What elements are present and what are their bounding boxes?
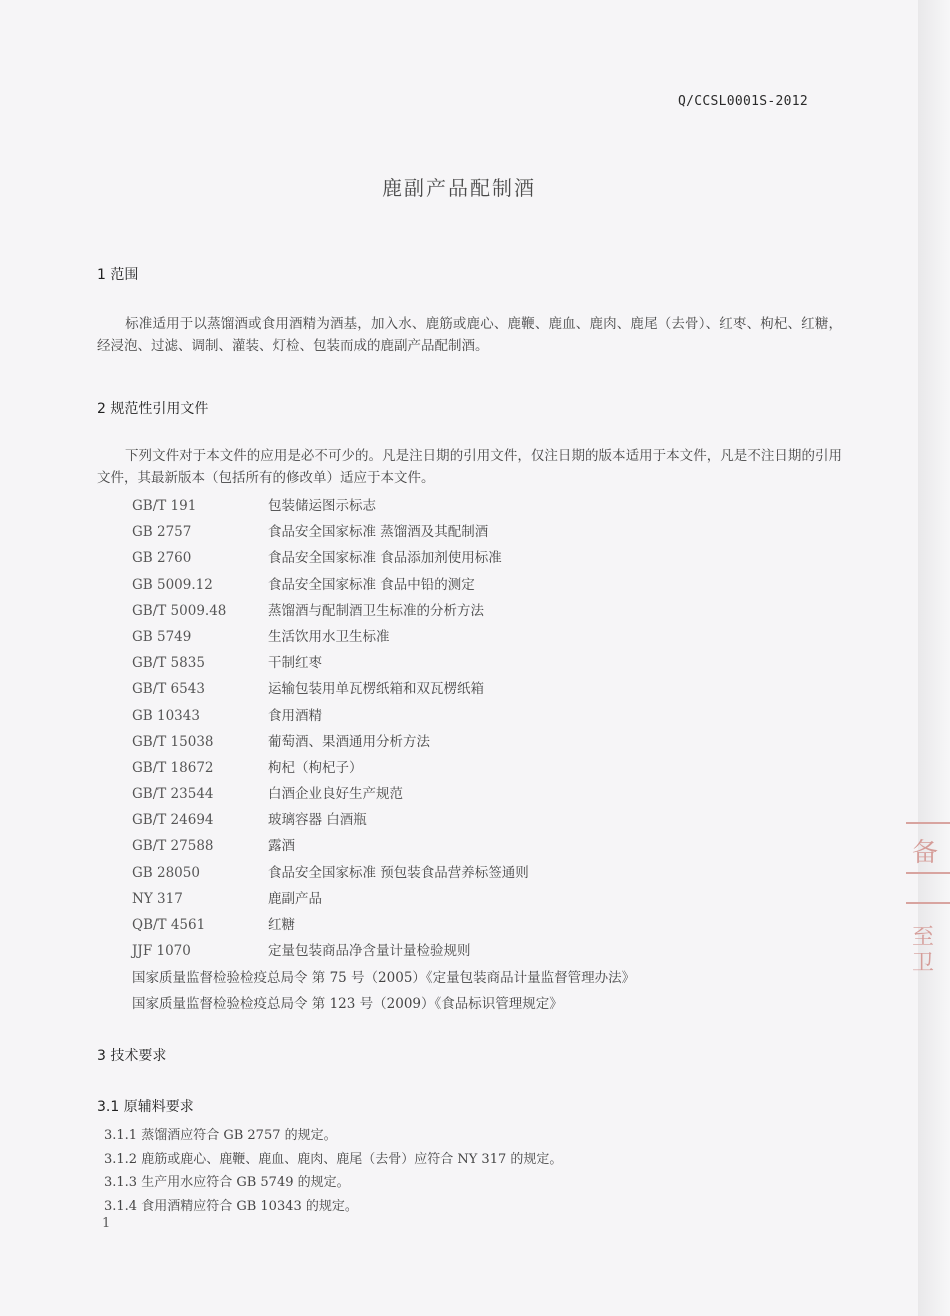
reference-code: GB/T 23544: [132, 786, 214, 803]
reference-name: 食品安全国家标准 食品中铅的测定: [268, 576, 475, 593]
requirement-item: 3.1.2 鹿筋或鹿心、鹿鞭、鹿血、鹿肉、鹿尾（去骨）应符合 NY 317 的规定。: [104, 1151, 563, 1167]
reference-code: GB/T 27588: [132, 838, 214, 855]
reference-code: GB/T 191: [132, 498, 197, 514]
requirement-item: 3.1.1 蒸馏酒应符合 GB 2757 的规定。: [104, 1128, 337, 1143]
document-code: Q/CCSL0001S-2012: [677, 94, 808, 109]
stamp-char: 卫: [912, 951, 935, 976]
reference-code: GB/T 5009.48: [132, 602, 227, 619]
reference-name: 运输包装用单瓦楞纸箱和双瓦楞纸箱: [268, 681, 484, 698]
section-1-body: [97, 313, 842, 357]
reference-name: 鹿副产品: [268, 890, 322, 907]
reference-row: [132, 861, 832, 887]
red-seal-stamp-fragment: [906, 822, 950, 982]
reference-row: [132, 704, 832, 730]
reference-row: [132, 913, 832, 939]
reference-code: GB/T 5835: [132, 655, 205, 672]
reference-row: [132, 677, 832, 703]
reference-name: 包装储运图示标志: [268, 498, 376, 514]
stamp-char: 备: [912, 838, 939, 868]
reference-code: GB 2760: [132, 550, 192, 567]
reference-row: [132, 546, 832, 572]
reference-code: GB 2757: [132, 524, 192, 541]
section-3-heading: 3 技术要求: [97, 1048, 167, 1064]
reference-list: [132, 494, 832, 1017]
reference-code: QB/T 4561: [132, 917, 206, 933]
reference-name: 露酒: [268, 838, 295, 855]
reference-name: 蒸馏酒与配制酒卫生标准的分析方法: [268, 602, 484, 619]
reference-row: [132, 520, 832, 546]
reference-name: 枸杞（枸杞子）: [268, 759, 363, 776]
reference-name: 食品安全国家标准 预包装食品营养标签通则: [268, 864, 529, 881]
reference-code: JJF 1070: [132, 943, 191, 960]
reference-name: 葡萄酒、果酒通用分析方法: [268, 733, 430, 750]
reference-name: 定量包装商品净含量计量检验规则: [268, 943, 471, 960]
reference-name: 白酒企业良好生产规范: [268, 786, 403, 803]
page-number: 1: [102, 1216, 111, 1231]
reference-row: [132, 599, 832, 625]
reference-name: 干制红枣: [268, 655, 322, 672]
reference-row: [132, 808, 832, 834]
reference-code: GB/T 6543: [132, 681, 205, 698]
section-2-intro-text: 下列文件对于本文件的应用是必不可少的。凡是注日期的引用文件，仅注日期的版本适用于本文件，凡是不注日期的引用文件，其最新版本（包括所有的修改单）适应于本文件。: [97, 448, 842, 486]
reference-code: GB 5009.12: [132, 576, 213, 593]
reference-code: GB/T 15038: [132, 733, 214, 750]
section-2-intro: [97, 445, 842, 489]
reference-code: GB/T 24694: [132, 812, 214, 829]
reference-code: NY 317: [132, 890, 183, 907]
document-title: 鹿副产品配制酒: [382, 176, 536, 200]
requirement-item: 3.1.3 生产用水应符合 GB 5749 的规定。: [104, 1175, 350, 1190]
requirement-item: 3.1.4 食用酒精应符合 GB 10343 的规定。: [104, 1198, 358, 1214]
reference-row: [132, 782, 832, 808]
decree-reference: 国家质量监督检验检疫总局令 第 123 号（2009）《食品标识管理规定》: [132, 996, 563, 1013]
reference-name: 玻璃容器 白酒瓶: [268, 812, 367, 829]
reference-code: GB 10343: [132, 707, 200, 724]
reference-name: 食品安全国家标准 蒸馏酒及其配制酒: [268, 524, 489, 541]
reference-row: [132, 625, 832, 651]
reference-row: [132, 834, 832, 860]
reference-name: 红糖: [268, 917, 295, 933]
reference-name: 食品安全国家标准 食品添加剂使用标准: [268, 550, 502, 567]
reference-code: GB 5749: [132, 628, 192, 645]
reference-row: [132, 730, 832, 756]
section-1-text: 标准适用于以蒸馏酒或食用酒精为酒基，加入水、鹿筋或鹿心、鹿鞭、鹿血、鹿肉、鹿尾（去骨）、红枣、枸杞、红糖，经浸泡、过滤、调制、灌装、灯检、包装而成的鹿副产品配制酒。: [97, 316, 842, 354]
page-edge-shadow: [918, 0, 950, 1316]
section-3-1-heading: 3.1 原辅料要求: [97, 1099, 194, 1115]
reference-code: GB/T 18672: [132, 759, 214, 776]
reference-row: [132, 887, 832, 913]
reference-name: 生活饮用水卫生标准: [268, 628, 390, 645]
reference-row: [132, 939, 832, 965]
reference-row: [132, 756, 832, 782]
section-2-heading: 2 规范性引用文件: [97, 401, 209, 417]
section-1-heading: 1 范围: [97, 267, 139, 283]
reference-name: 食用酒精: [268, 707, 322, 724]
reference-row: [132, 573, 832, 599]
decree-reference: 国家质量监督检验检疫总局令 第 75 号（2005）《定量包装商品计量监督管理办法》: [132, 970, 636, 987]
requirement-list: [104, 1124, 804, 1218]
stamp-char: 至: [912, 925, 935, 950]
reference-code: GB 28050: [132, 864, 200, 881]
reference-row: [132, 651, 832, 677]
reference-row: [132, 494, 832, 520]
